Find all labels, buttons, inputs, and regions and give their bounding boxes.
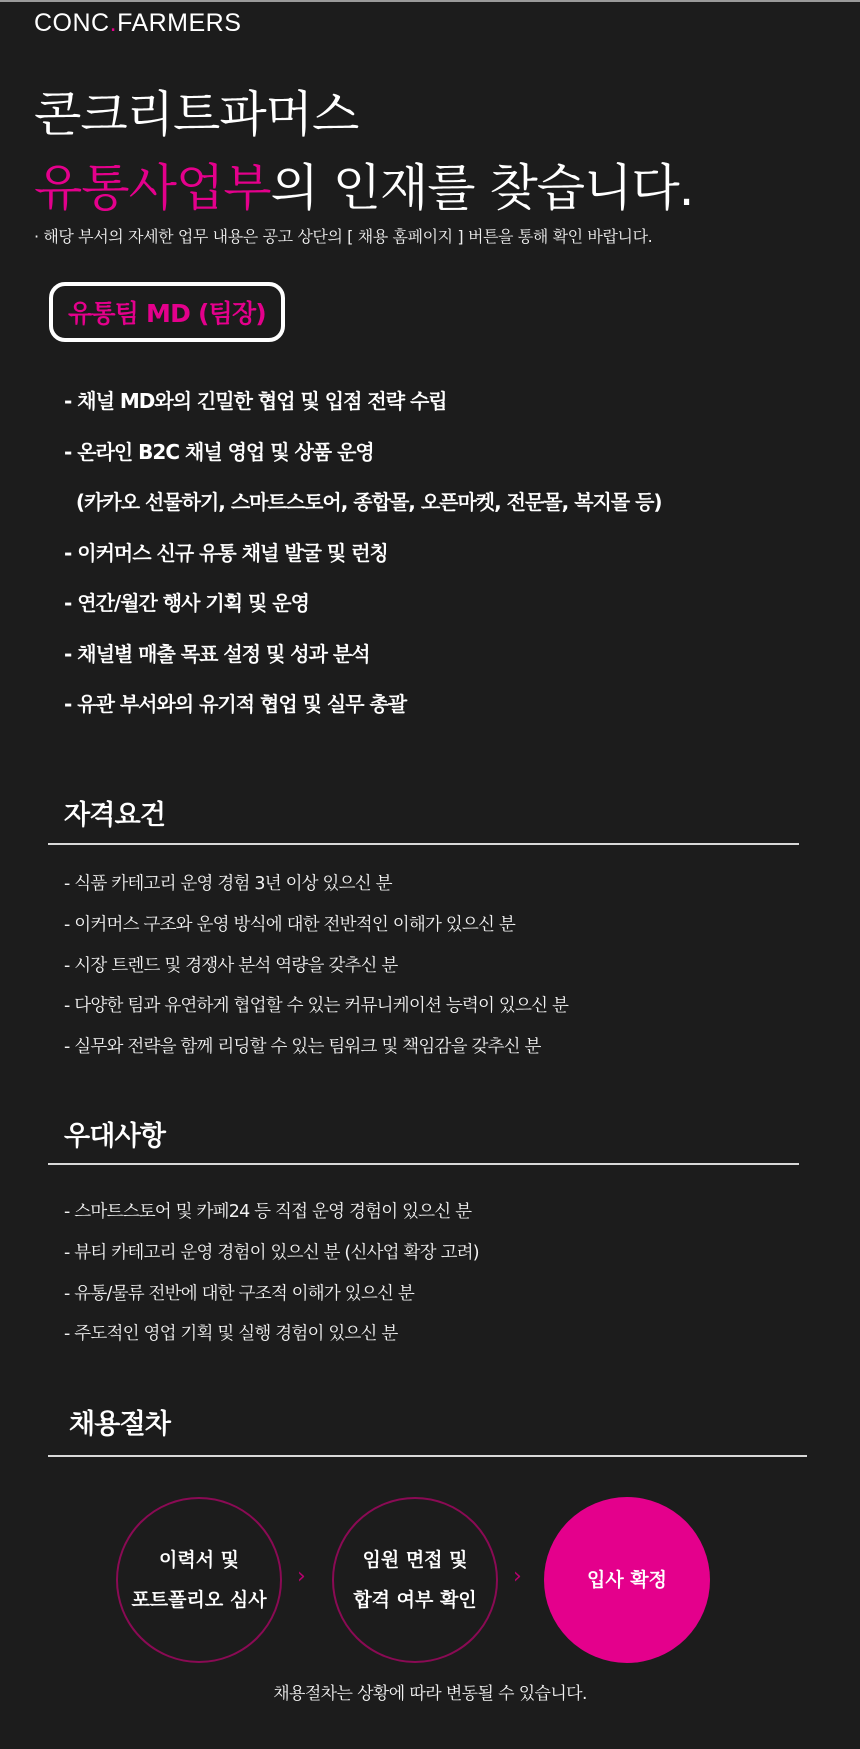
role-badge: 유통팀 MD (팀장) <box>49 282 285 342</box>
process-step-1 <box>116 1497 282 1663</box>
company-name: 콘크리트파머스 <box>34 86 359 143</box>
notice-text: · 해당 부서의 자세한 업무 내용은 공고 상단의 [ 채용 홈페이지 ] 버튼을 통해 확인 바랍니다. <box>34 227 653 246</box>
qualification-item: - 이커머스 구조와 운영 방식에 대한 전반적인 이해가 있으신 분 <box>64 914 516 935</box>
step-1-line-2: 포트폴리오 심사 <box>131 1589 267 1611</box>
duty-item: - 채널 MD와의 긴밀한 협업 및 입점 전략 수립 <box>64 389 447 413</box>
qualification-item: - 시장 트렌드 및 경쟁사 분석 역량을 갖추신 분 <box>64 955 398 976</box>
logo-dot: . <box>109 9 118 37</box>
process-step-2 <box>332 1497 498 1663</box>
top-divider <box>0 0 860 2</box>
duty-item: - 유관 부서와의 유기적 협업 및 실무 총괄 <box>64 692 407 716</box>
duty-item: (카카오 선물하기, 스마트스토어, 종합몰, 오픈마켓, 전문몰, 복지몰 등) <box>64 490 662 514</box>
qualifications-title: 자격요건 <box>64 800 166 831</box>
step-2-line-2: 합격 여부 확인 <box>353 1589 477 1611</box>
duties-list <box>64 385 662 739</box>
preferred-item: - 주도적인 영업 기획 및 실행 경험이 있으신 분 <box>64 1324 398 1345</box>
headline-rest: 의 인재를 찾습니다. <box>270 159 694 217</box>
preferred-divider <box>48 1163 799 1165</box>
qualification-item: - 실무와 전략을 함께 리딩할 수 있는 팀워크 및 책임감을 갖추신 분 <box>64 1037 541 1058</box>
process-divider <box>48 1455 807 1457</box>
duty-item: - 이커머스 신규 유통 채널 발굴 및 런칭 <box>64 540 388 565</box>
process-step-3 <box>544 1497 710 1663</box>
step-1-line-1: 이력서 및 <box>158 1549 240 1571</box>
department-name: 유통사업부 <box>34 159 271 217</box>
chevron-right-icon: › <box>297 1564 306 1589</box>
preferred-item: - 유통/물류 전반에 대한 구조적 이해가 있으신 분 <box>64 1283 414 1304</box>
preferred-item: - 뷰티 카테고리 운영 경험이 있으신 분 (신사업 확장 고려) <box>64 1242 479 1263</box>
duty-item: - 연간/월간 행사 기획 및 운영 <box>64 591 309 615</box>
step-3-line-1: 입사 확정 <box>586 1569 668 1591</box>
preferred-item: - 스마트스토어 및 카페24 등 직접 운영 경험이 있으신 분 <box>64 1202 472 1222</box>
logo-right: FARMERS <box>117 9 242 37</box>
duty-item: - 채널별 매출 목표 설정 및 성과 분석 <box>64 641 370 666</box>
qualification-item: - 다양한 팀과 유연하게 협업할 수 있는 커뮤니케이션 능력이 있으신 분 <box>64 996 569 1017</box>
qualifications-list <box>64 870 568 1074</box>
step-2-line-1: 임원 면접 및 <box>362 1549 468 1571</box>
logo-left: CONC <box>34 9 110 37</box>
qualification-item: - 식품 카테고리 운영 경험 3년 이상 있으신 분 <box>64 874 392 894</box>
preferred-title: 우대사항 <box>64 1121 166 1152</box>
duty-item: - 온라인 B2C 채널 영업 및 상품 운영 <box>64 439 374 464</box>
qualifications-divider <box>48 843 799 845</box>
process-note: 채용절차는 상황에 따라 변동될 수 있습니다. <box>273 1684 587 1704</box>
chevron-right-icon: › <box>513 1564 522 1589</box>
preferred-list <box>64 1198 479 1361</box>
process-title: 채용절차 <box>69 1409 171 1440</box>
brand-logo <box>34 9 241 38</box>
headline <box>34 148 694 220</box>
